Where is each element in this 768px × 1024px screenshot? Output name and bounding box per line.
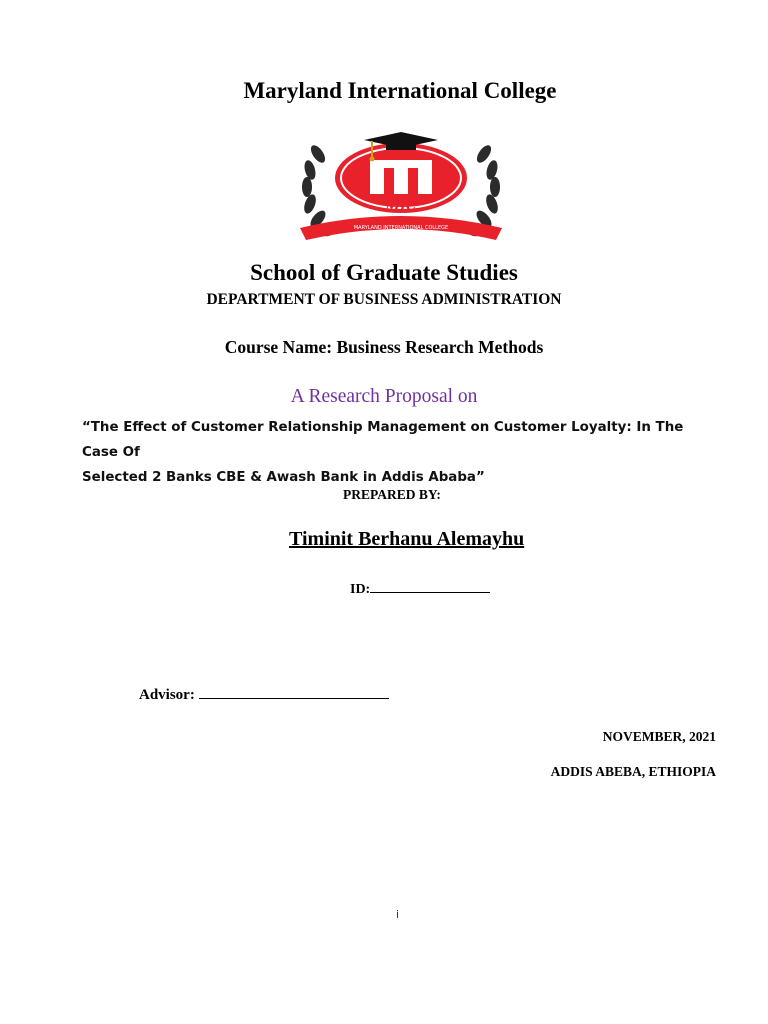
course-name: Course Name: Business Research Methods [224, 337, 544, 357]
id-label: ID: [350, 582, 371, 597]
advisor-field [139, 685, 389, 704]
id-field [350, 580, 490, 598]
advisor-label: Advisor: [139, 687, 195, 703]
advisor-blank-line [199, 685, 389, 699]
prepared-by-label: PREPARED BY: [343, 487, 441, 502]
proposal-heading: A Research Proposal on [290, 386, 478, 407]
logo-graphic [296, 132, 506, 248]
logo-ribbon-text: MARYLAND INTERNATIONAL COLLEGE [353, 225, 449, 231]
id-blank-line [370, 580, 490, 593]
submission-place: ADDIS ABEBA, ETHIOPIA [550, 764, 716, 779]
mic-crest-logo [296, 132, 506, 248]
college-name: Maryland International College [243, 78, 557, 103]
department-name: DEPARTMENT OF BUSINESS ADMINISTRATION [206, 291, 562, 308]
proposal-title [82, 415, 722, 490]
logo-mic-text: MIC [385, 199, 417, 214]
author-name: Timinit Berhanu Alemayhu [289, 528, 525, 550]
proposal-title-line-1: “The Effect of Customer Relationship Management on Customer Loyalty: In The Case Of [82, 420, 684, 460]
proposal-title-line-2: Selected 2 Banks CBE & Awash Bank in Addis Ababa” [82, 470, 485, 485]
submission-date: NOVEMBER, 2021 [602, 729, 716, 744]
school-name: School of Graduate Studies [250, 260, 518, 285]
m-letter-icon [370, 160, 432, 194]
page-number: i [396, 908, 400, 921]
